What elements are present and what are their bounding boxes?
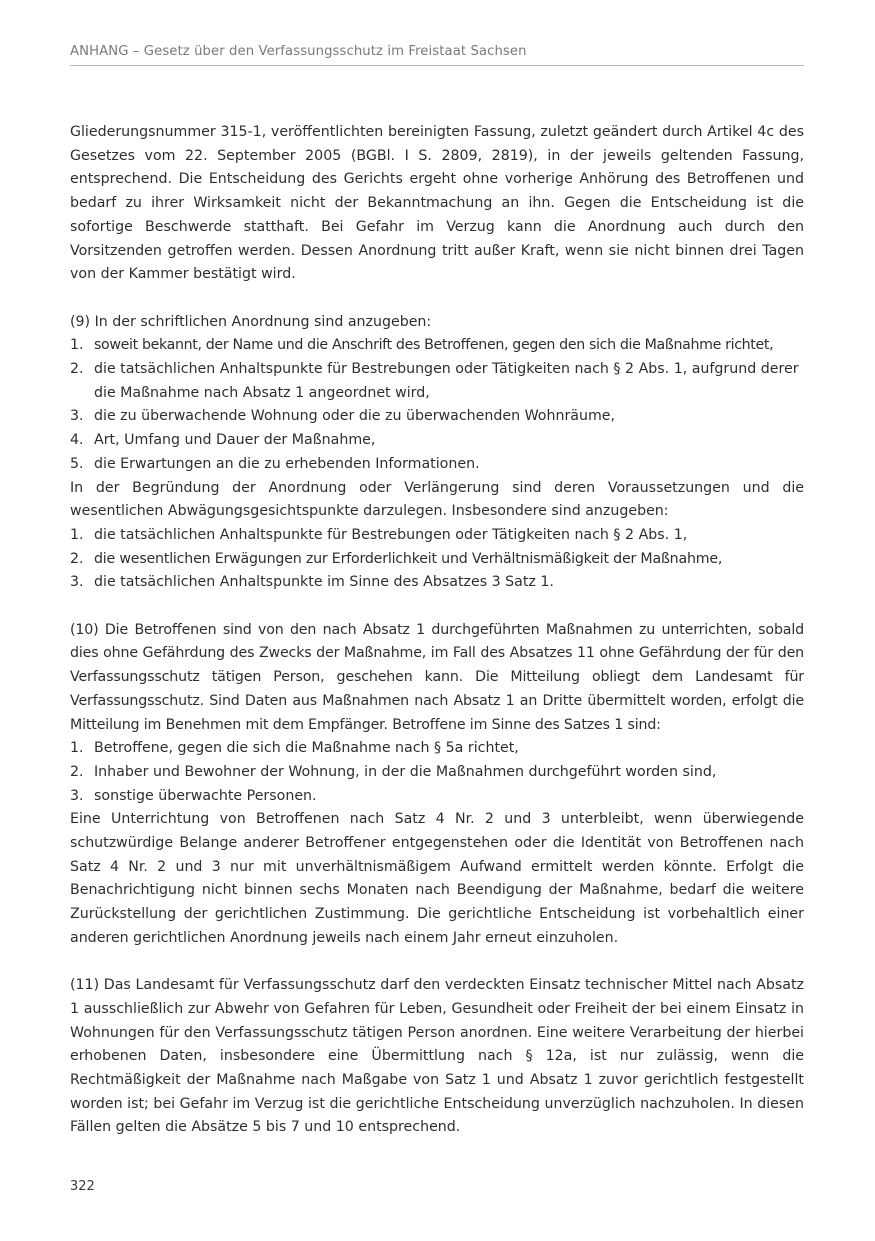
paragraph-10-lead: (10) Die Betroffenen sind von den nach Absatz 1 durchgeführten Maßnahmen zu unterrichten, sobald dies ohne Gefährdung des Zwecks der Maßnahme, im Fall des Absatzes 11 ohne Gefährdung der für den Verfassungsschutz tätigen Person, geschehen kann. Die Mitteilung obliegt dem Landesamt für Verfassungsschutz. Sind Daten aus Maßnahmen nach Absatz 1 an Dritte übermittelt worden, erfolgt die Mitteilung im Benehmen mit dem Empfänger. Betroffene im Sinne des Satzes 1 sind: bbox=[70, 621, 804, 733]
paragraph-10-tail: Eine Unterrichtung von Betroffenen nach Satz 4 Nr. 2 und 3 unterbleibt, wenn überwiegende schutzwürdige Belange anderer Betroffener entgegenstehen oder die Identität von Betroffenen nach Satz 4 Nr. 2 und 3 nur mit unverhältnismäßigem Aufwand ermittelt werden könnte. Erfolgt die Benachrichtigung nicht binnen sechs Monaten nach Beendigung der Maßnahme, bedarf die weitere Zurückstellung der gerichtlichen Zustimmung. Die gerichtliche Entscheidung ist vorbehaltlich einer anderen gerichtlichen Anordnung jeweils nach einem Jahr erneut einzuholen. bbox=[70, 811, 804, 946]
list-10-affected bbox=[70, 737, 804, 808]
list-number: 3. bbox=[70, 574, 84, 591]
list-item bbox=[70, 358, 804, 405]
list-text: Betroffene, gegen die sich die Maßnahme nach § 5a richtet, bbox=[94, 740, 519, 757]
list-text: die wesentlichen Erwägungen zur Erforderlichkeit und Verhältnismäßigkeit der Maßnahme, bbox=[94, 550, 723, 567]
list-text: die zu überwachende Wohnung oder die zu überwachenden Wohnräume, bbox=[94, 408, 616, 425]
list-item bbox=[70, 405, 804, 429]
list-number: 2. bbox=[70, 550, 84, 567]
list-number: 2. bbox=[70, 361, 84, 378]
list-number: 3. bbox=[70, 408, 84, 425]
list-text: sonstige überwachte Personen. bbox=[94, 787, 317, 804]
list-9-justification bbox=[70, 524, 804, 595]
list-item bbox=[70, 524, 804, 548]
list-item bbox=[70, 548, 804, 572]
list-text: die tatsächlichen Anhaltspunkte für Bestrebungen oder Tätigkeiten nach § 2 Abs. 1, bbox=[94, 526, 688, 543]
list-text: die tatsächlichen Anhaltspunkte für Bestrebungen oder Tätigkeiten nach § 2 Abs. 1, aufgrund derer die Maßnahme nach Absatz 1 angeordnet wird, bbox=[94, 361, 799, 401]
list-item bbox=[70, 571, 804, 595]
page-body bbox=[70, 121, 804, 1140]
list-text: Art, Umfang und Dauer der Maßnahme, bbox=[94, 432, 376, 449]
list-item bbox=[70, 453, 804, 477]
list-text: soweit bekannt, der Name und die Anschrift des Betroffenen, gegen den sich die Maßnahme richtet, bbox=[94, 337, 774, 354]
page-number: 322 bbox=[70, 1179, 95, 1194]
paragraph-9-mid: In der Begründung der Anordnung oder Verlängerung sind deren Voraussetzungen und die wesentlichen Abwägungsgesichtspunkte darzulegen. Insbesondere sind anzugeben: bbox=[70, 479, 804, 520]
running-header: ANHANG – Gesetz über den Verfassungsschutz im Freistaat Sachsen bbox=[70, 44, 804, 66]
paragraph-intro: Gliederungsnummer 315-1, veröffentlichten bereinigten Fassung, zuletzt geändert durch Artikel 4c des Gesetzes vom 22. September 2005 (BGBl. I S. 2809, 2819), in der jeweils geltenden Fassung, entsprechend. Die Entscheidung des Gerichts ergeht ohne vorherige Anhörung des Betroffenen und bedarf zu ihrer Wirksamkeit nicht der Bekanntmachung an ihn. Gegen die Entscheidung ist die sofortige Beschwerde statthaft. Bei Gefahr im Verzug kann die Anordnung auch durch den Vorsitzenden getroffen werden. Dessen Anordnung tritt außer Kraft, wenn sie nicht binnen drei Tagen von der Kammer bestätigt wird. bbox=[70, 124, 804, 283]
list-item bbox=[70, 429, 804, 453]
list-text: die Erwartungen an die zu erhebenden Informationen. bbox=[94, 455, 480, 472]
list-item bbox=[70, 785, 804, 809]
paragraph-9-lead: (9) In der schriftlichen Anordnung sind anzugeben: bbox=[70, 313, 432, 330]
list-number: 1. bbox=[70, 740, 84, 757]
paragraph-11: (11) Das Landesamt für Verfassungsschutz darf den verdeckten Einsatz technischer Mittel nach Absatz 1 ausschließlich zur Abwehr von Gefahren für Leben, Gesundheit oder Freiheit der bei einem Einsatz in Wohnungen für den Verfassungsschutz tätigen Person anordnen. Eine weitere Verarbeitung der hierbei erhobenen Daten, insbesondere eine Übermittlung nach § 12a, ist nur zulässig, wenn die Rechtmäßigkeit der Maßnahme nach Maßgabe von Satz 1 und Absatz 1 zuvor gerichtlich festgestellt worden ist; bei Gefahr im Verzug ist die gerichtliche Entscheidung unverzüglich nachzuholen. In diesen Fällen gelten die Absätze 5 bis 7 und 10 entsprechend. bbox=[70, 977, 804, 1136]
list-text: die tatsächlichen Anhaltspunkte im Sinne des Absatzes 3 Satz 1. bbox=[94, 574, 554, 591]
list-number: 2. bbox=[70, 763, 84, 780]
list-number: 5. bbox=[70, 455, 84, 472]
list-number: 4. bbox=[70, 432, 84, 449]
list-item bbox=[70, 737, 804, 761]
list-number: 1. bbox=[70, 337, 84, 354]
list-text: Inhaber und Bewohner der Wohnung, in der die Maßnahmen durchgeführt worden sind, bbox=[94, 763, 717, 780]
list-item bbox=[70, 761, 804, 785]
list-number: 3. bbox=[70, 787, 84, 804]
list-number: 1. bbox=[70, 526, 84, 543]
list-item bbox=[70, 334, 804, 358]
list-9-requirements bbox=[70, 334, 804, 476]
